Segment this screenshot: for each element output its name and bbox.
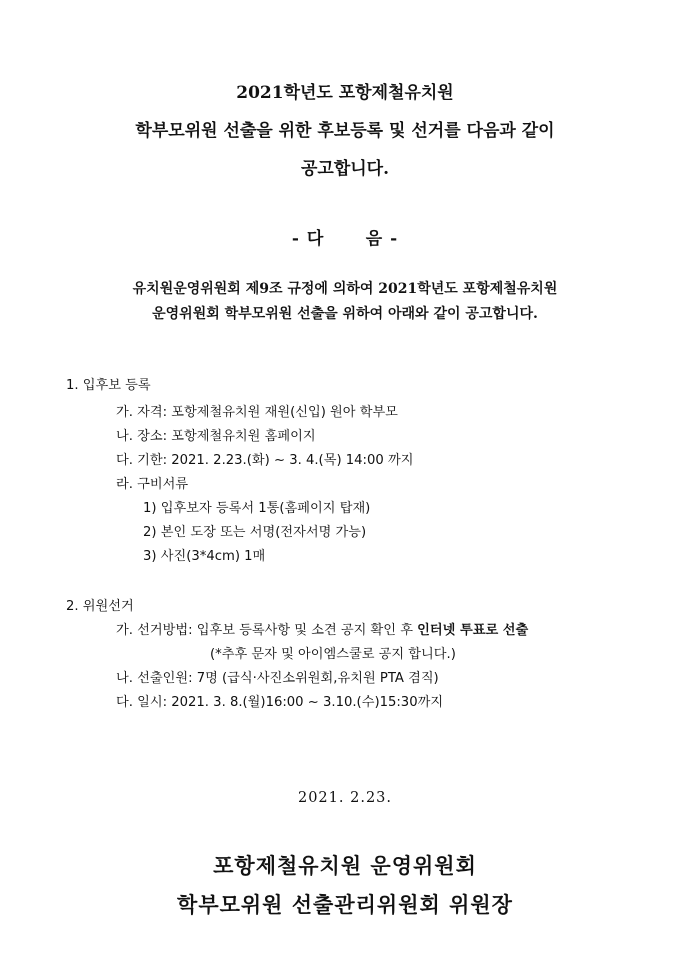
section2-schedule: 다. 일시: 2021. 3. 8.(월)16:00 ~ 3.10.(수)15:30까지	[116, 695, 444, 710]
section-heading: - 다 음 -	[291, 229, 399, 249]
intro-line-1: 유치원운영위원회 제9조 규정에 의하여 2021학년도 포항제철유치원	[132, 281, 558, 297]
method-highlight: 인터넷 투표로 선출	[417, 623, 529, 638]
notice-date: 2021. 2.23.	[297, 790, 392, 806]
section2-method	[116, 619, 528, 638]
section1-documents-title: 라. 구비서류	[116, 477, 189, 492]
title-line-3: 공고합니다.	[300, 159, 390, 179]
intro-line-2: 운영위원회 학부모위원 선출을 위하여 아래와 같이 공고합니다.	[152, 306, 538, 322]
title-line-2: 학부모위원 선출을 위한 후보등록 및 선거를 다음과 같이	[135, 121, 555, 141]
section2-method-note: (*추후 문자 및 아이엠스쿨로 공지 합니다.)	[210, 647, 456, 662]
section1-qualification: 가. 자격: 포항제철유치원 재원(신입) 원아 학부모	[116, 405, 398, 420]
section1-place: 나. 장소: 포항제철유치원 홈페이지	[116, 429, 316, 444]
signature-line-2: 학부모위원 선출관리위원회 위원장	[177, 892, 513, 917]
signature-line-1: 포항제철유치원 운영위원회	[213, 853, 477, 878]
document-item: 2) 본인 도장 또는 서명(전자서명 가능)	[143, 525, 367, 540]
section2-title: 2. 위원선거	[66, 599, 134, 614]
title-line-1: 2021학년도 포항제철유치원	[236, 83, 454, 103]
method-text: 가. 선거방법: 입후보 등록사항 및 소견 공지 확인 후	[116, 623, 418, 638]
document-item: 1) 입후보자 등록서 1통(홈페이지 탑재)	[143, 501, 371, 516]
section2-count: 나. 선출인원: 7명 (급식·사진소위원회,유치원 PTA 겸직)	[116, 671, 439, 686]
section1-period: 다. 기한: 2021. 2.23.(화) ~ 3. 4.(목) 14:00 까지	[116, 453, 414, 468]
section1-title: 1. 입후보 등록	[66, 378, 151, 393]
document-item: 3) 사진(3*4cm) 1매	[143, 549, 266, 564]
